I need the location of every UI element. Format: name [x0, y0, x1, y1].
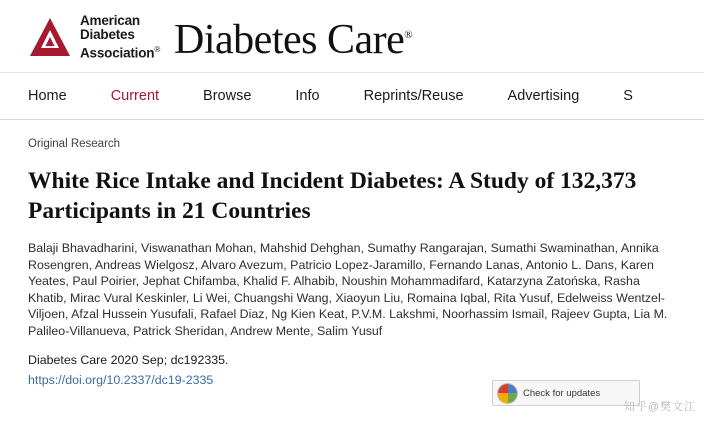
ada-triangle-icon: [28, 15, 72, 59]
ada-wordmark-line1: American: [80, 12, 140, 28]
nav-item-home[interactable]: Home: [28, 88, 67, 104]
nav-item-browse[interactable]: Browse: [203, 88, 252, 104]
nav-item-subscribe[interactable]: S: [623, 88, 633, 104]
doi-link[interactable]: https://doi.org/10.2337/dc19-2335: [28, 372, 214, 387]
ada-wordmark-line2: Diabetes: [80, 27, 135, 42]
masthead: [0, 0, 704, 72]
article-type-label: Original Research: [28, 138, 121, 150]
nav-item-current[interactable]: Current: [110, 88, 160, 104]
nav-item-info[interactable]: Info: [295, 88, 320, 104]
watermark-text: 知乎@樊文江: [623, 401, 696, 413]
ada-registered-mark: ®: [154, 44, 161, 54]
author-list: Balaji Bhavadharini, Viswanathan Mohan, Mahshid Dehghan, Sumathy Rangarajan, Sumathi Swaminathan, Annika Rosengren, Andreas Wielgosz, Alvaro Avezum, Patricio Lopez-Jaramillo, Fernando Lanas, Antonio L. Dans, Karen Yeates, Paul Poirier, Jephat Chifamba, Khalid F. Alhabib, Noushin Mohammadifard, Katarzyna Zatońska, Rasha Khatib, Mirac Vural Keskinler, Li Wei, Chuangshi Wang, Xiaoyun Liu, Romaina Iqbal, Rita Yusuf, Edelweiss Wentzel-Viljoen, Afzal Hussein Yusufali, Rafael Diaz, Ng Kien Keat, P.V.M. Lakshmi, Noorhassim Ismail, Rajeev Gupta, Lia M. Palileo-Villanueva, Patrick Sheridan, Andrew Mente, Salim Yusuf: [28, 241, 668, 338]
citation-line: Diabetes Care 2020 Sep; dc192335.: [28, 352, 229, 367]
main-navigation: [0, 72, 704, 120]
article-title: White Rice Intake and Incident Diabetes: A Study of 132,373 Participants in 21 Countries: [28, 168, 637, 224]
nav-item-advertising[interactable]: Advertising: [507, 88, 580, 104]
article-header: [0, 120, 704, 389]
ada-logo[interactable]: [28, 14, 160, 61]
crossmark-icon: [497, 383, 518, 404]
crossmark-label: Check for updates: [523, 387, 601, 399]
journal-title-text: Diabetes Care: [174, 16, 405, 63]
ada-wordmark-line3: Association®: [80, 44, 161, 60]
journal-title[interactable]: [174, 13, 412, 62]
nav-item-reprints-reuse[interactable]: Reprints/Reuse: [363, 88, 464, 104]
crossmark-badge[interactable]: [492, 380, 640, 406]
ada-wordmark: [80, 14, 160, 61]
journal-registered-mark: ®: [404, 28, 413, 41]
